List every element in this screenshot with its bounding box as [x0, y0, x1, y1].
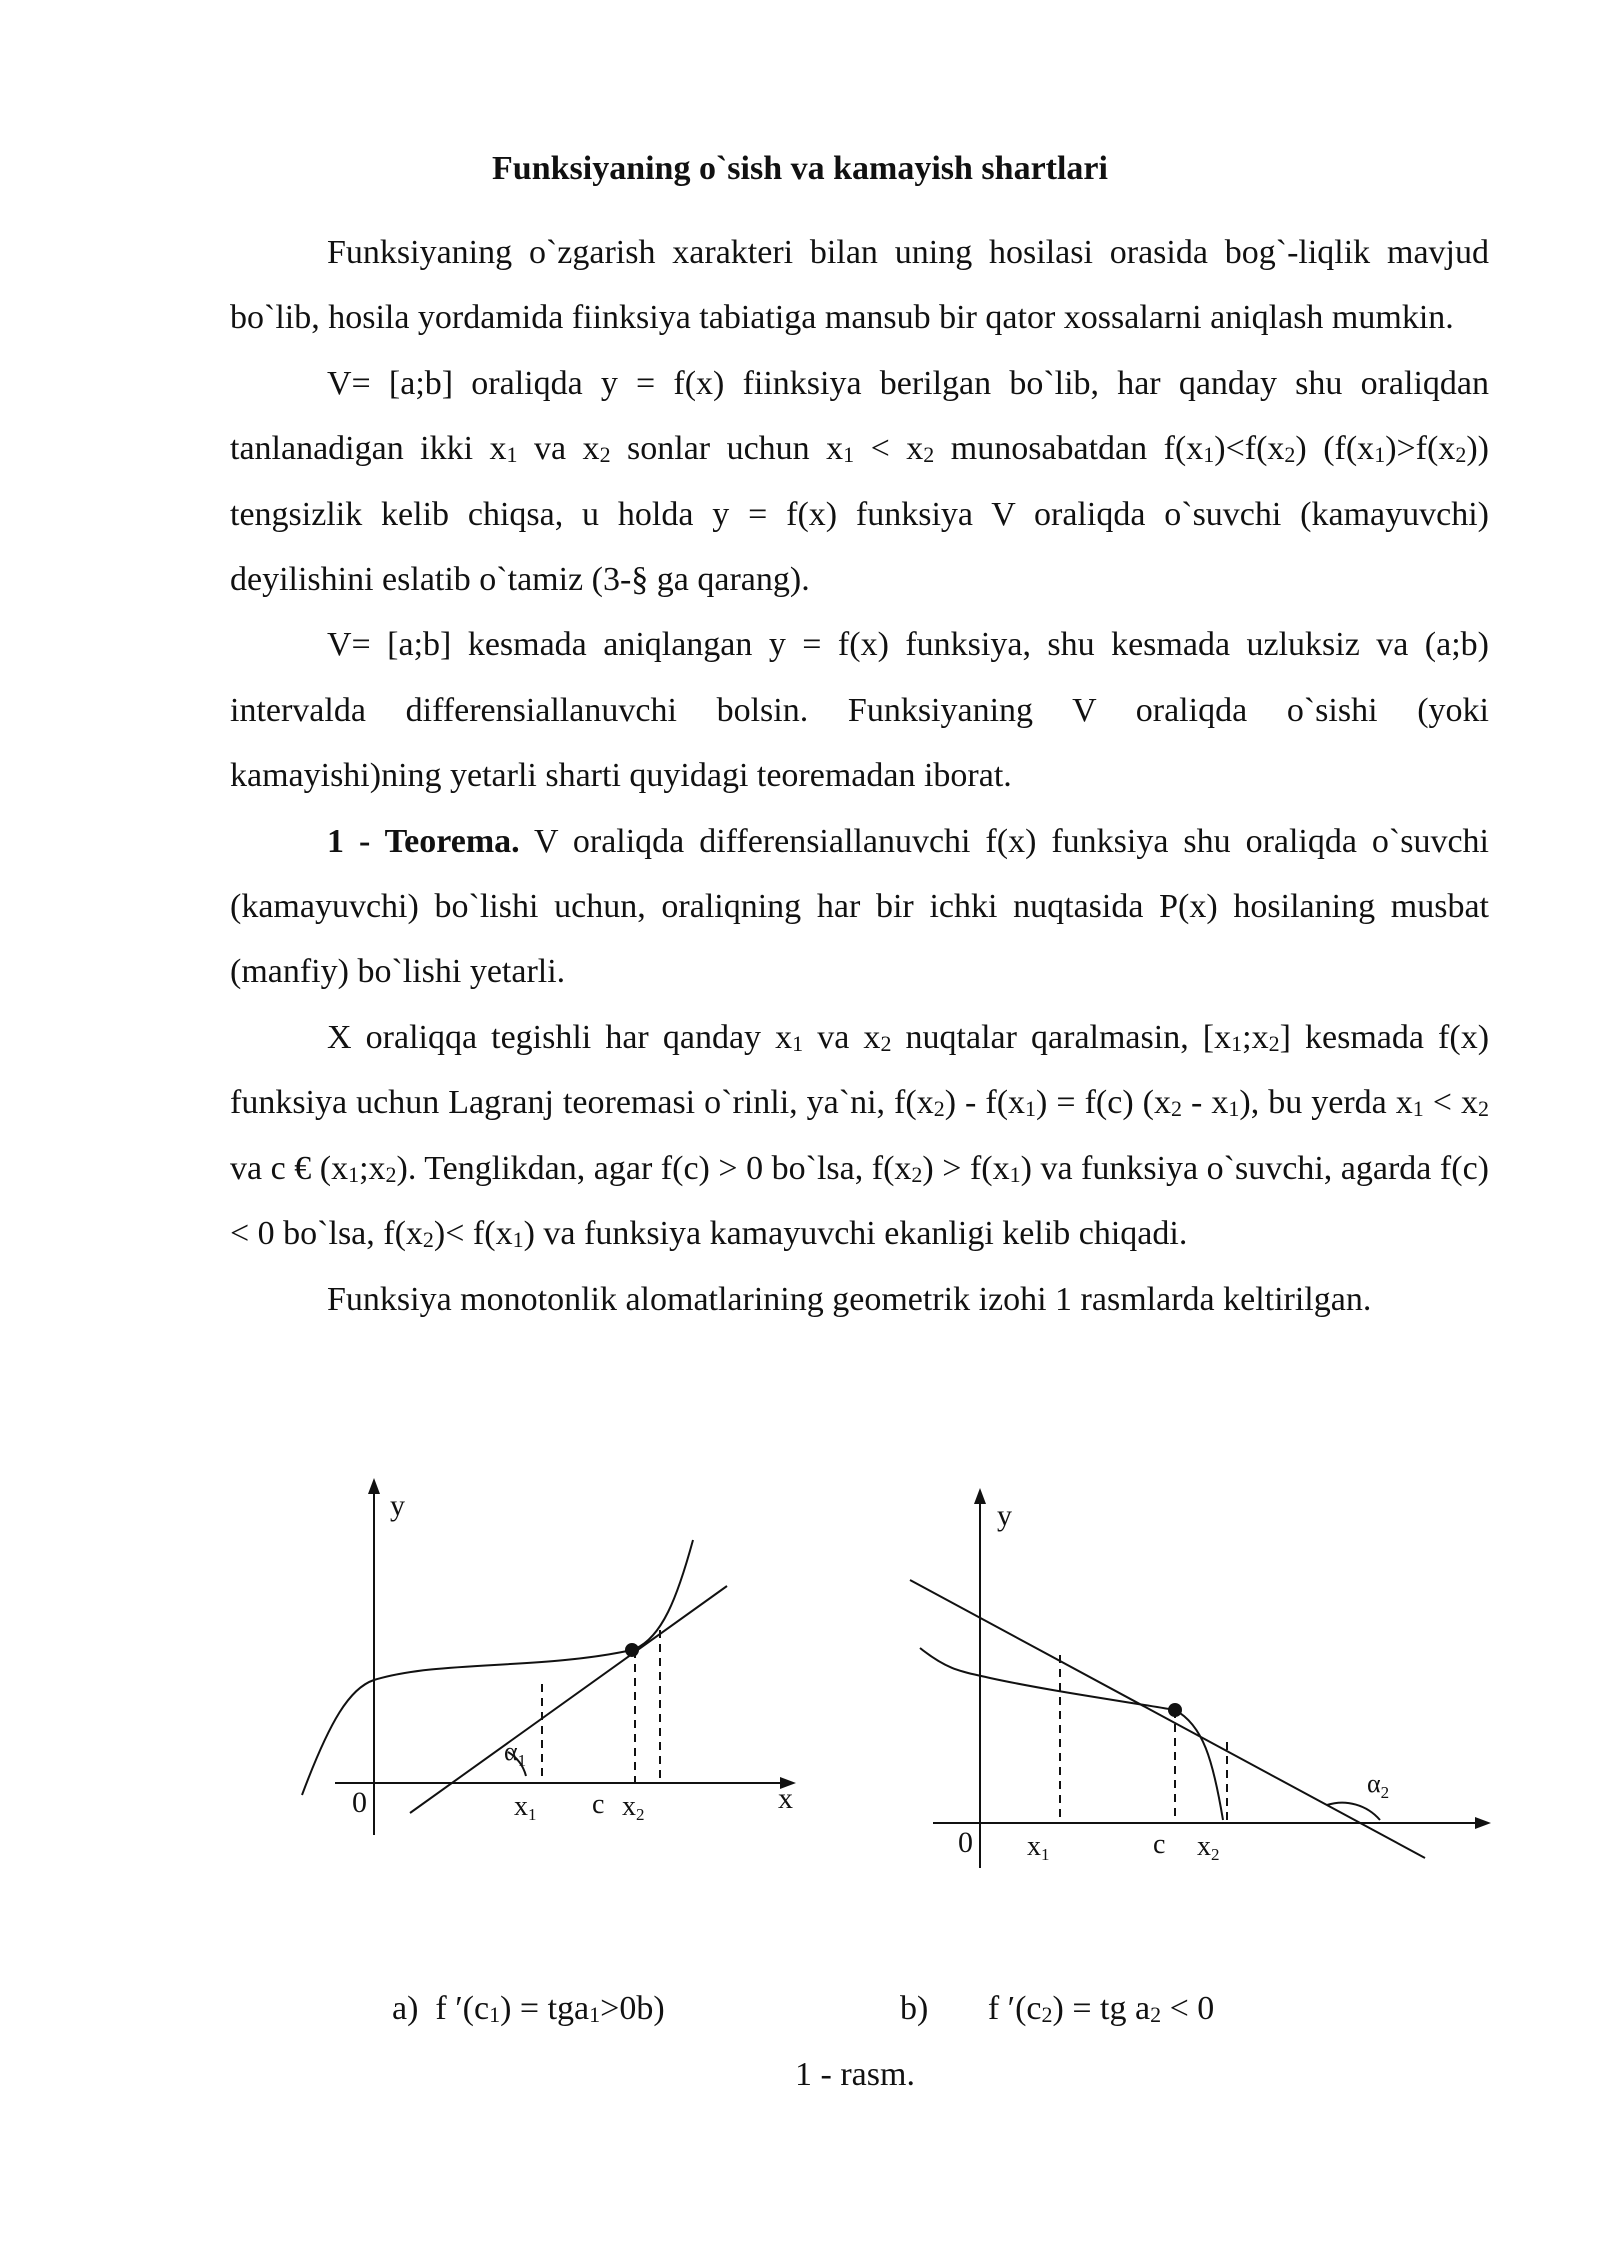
caption-b: b) f $'(c_2)$ = tg $a_2 < 0$ [900, 1990, 1215, 2027]
figure-b-alpha-label: $\alpha_2$ [1367, 1769, 1390, 1802]
paragraph-intro: Funksiyaning o`zgarish xarakteri bilan uning hosilasi orasida bog`-liqlik mavjud bo`lib, hosila yordamida fiinksiya tabiatiga mansub bir qator xossalarni aniqlash mumkin. [230, 234, 1489, 337]
figure-a-c-label: c [592, 1789, 605, 1820]
body-text [230, 220, 1489, 1332]
figure-a-tangent-line [410, 1586, 727, 1813]
figure-a-tangent-point [625, 1643, 639, 1657]
paragraph-theorem: 1 - Teorema. V oraliqda differensiallanuvchi f(x) funksiya shu oraliqda o`suvchi (kamayuvchi) bo`lishi uchun, oraliqning har bir ichki nuqtasida P(x) hosilaning musbat (manfiy) bo`lishi yetarli. [230, 822, 1489, 991]
figure-a-x1-label: x1 [514, 1791, 537, 1824]
paragraph-monotonic-definition: V= [a;b] oraliqda y = f(x) fiinksiya berilgan bo`lib, har qanday shu oraliqdan tanlanadigan ikki $x_1$ va $x_2$ sonlar uchun $x_1 < x_2$ munosabatdan $f(x_1)<f(x_2)$ $(f(x_1)>f(x_2))$ tengsizlik kelib chiqsa, u holda y = f(x) funksiya V oraliqda o`suvchi (kamayuvchi) deyilishini eslatib o`tamiz (3-§ ga qarang). [230, 364, 1489, 599]
figure-b-tangent-point [1168, 1703, 1182, 1717]
figure-b-x-arrow [1475, 1817, 1491, 1829]
figure-a-x-label: x [778, 1782, 793, 1815]
figure-b-x1-label: x1 [1027, 1831, 1050, 1864]
figure-b-x2-label: x2 [1197, 1831, 1220, 1864]
figure-b-y-label: y [997, 1499, 1012, 1532]
paragraph-condition: V= [a;b] kesmada aniqlangan y = f(x) funksiya, shu kesmada uzluksiz va (a;b) intervalda differensiallanuvchi bolsin. Funksiyaning V oraliqda o`sishi (yoki kamayishi)ning yetarli sharti quyidagi teoremadan iborat. [230, 626, 1489, 795]
figure-b-decreasing [895, 1480, 1500, 1880]
figure-b-y-arrow [974, 1488, 986, 1504]
theorem-label: 1 - Teorema. [327, 822, 520, 860]
figure-a-y-label: y [390, 1489, 405, 1522]
figure-b-origin-label: 0 [958, 1826, 973, 1859]
figure-a-origin-label: 0 [352, 1786, 367, 1819]
figure-b-c-label: c [1153, 1829, 1166, 1860]
figure-label: 1 - rasm. [795, 2056, 915, 2093]
figure-a-x2-label: x2 [622, 1791, 645, 1824]
paragraph-proof: X oraliqqa tegishli har qanday $x_1$ va $x_2$ nuqtalar qaralmasin, $[x_1;x_2]$ kesmada f(x) funksiya uchun Lagranj teoremasi o`rinli, ya`ni, $f(x_2) - f(x_1) = f(c)$ $(x_2 - x_1)$, bu yerda $x_1 < x_2$ va c € $(x_1;x_2)$. Tenglikdan, agar f(c) > 0 bo`lsa, $f(x_2) > f(x_1)$ va funksiya o`suvchi, agarda f(c) < 0 bo`lsa, $f(x_2)< f(x_1)$ va funksiya kamayuvchi ekanligi kelib chiqadi. [230, 1018, 1490, 1253]
paragraph-figure-reference: Funksiya monotonlik alomatlarining geometrik izohi 1 rasmlarda keltirilgan. [327, 1280, 1372, 1318]
page-title: Funksiyaning o`sish va kamayish shartlari [492, 150, 1108, 187]
figure-b-curve [920, 1648, 1223, 1820]
figure-a-y-arrow [368, 1478, 380, 1494]
figure-a-alpha-label: $\alpha_1$ [504, 1737, 527, 1770]
figure-b-angle-arc [1327, 1803, 1380, 1820]
caption-a: a) f $'(c_1) = tga_1>0b$) [392, 1990, 665, 2027]
figure-b-tangent-line [910, 1580, 1425, 1858]
figure-a-increasing [290, 1470, 830, 1850]
